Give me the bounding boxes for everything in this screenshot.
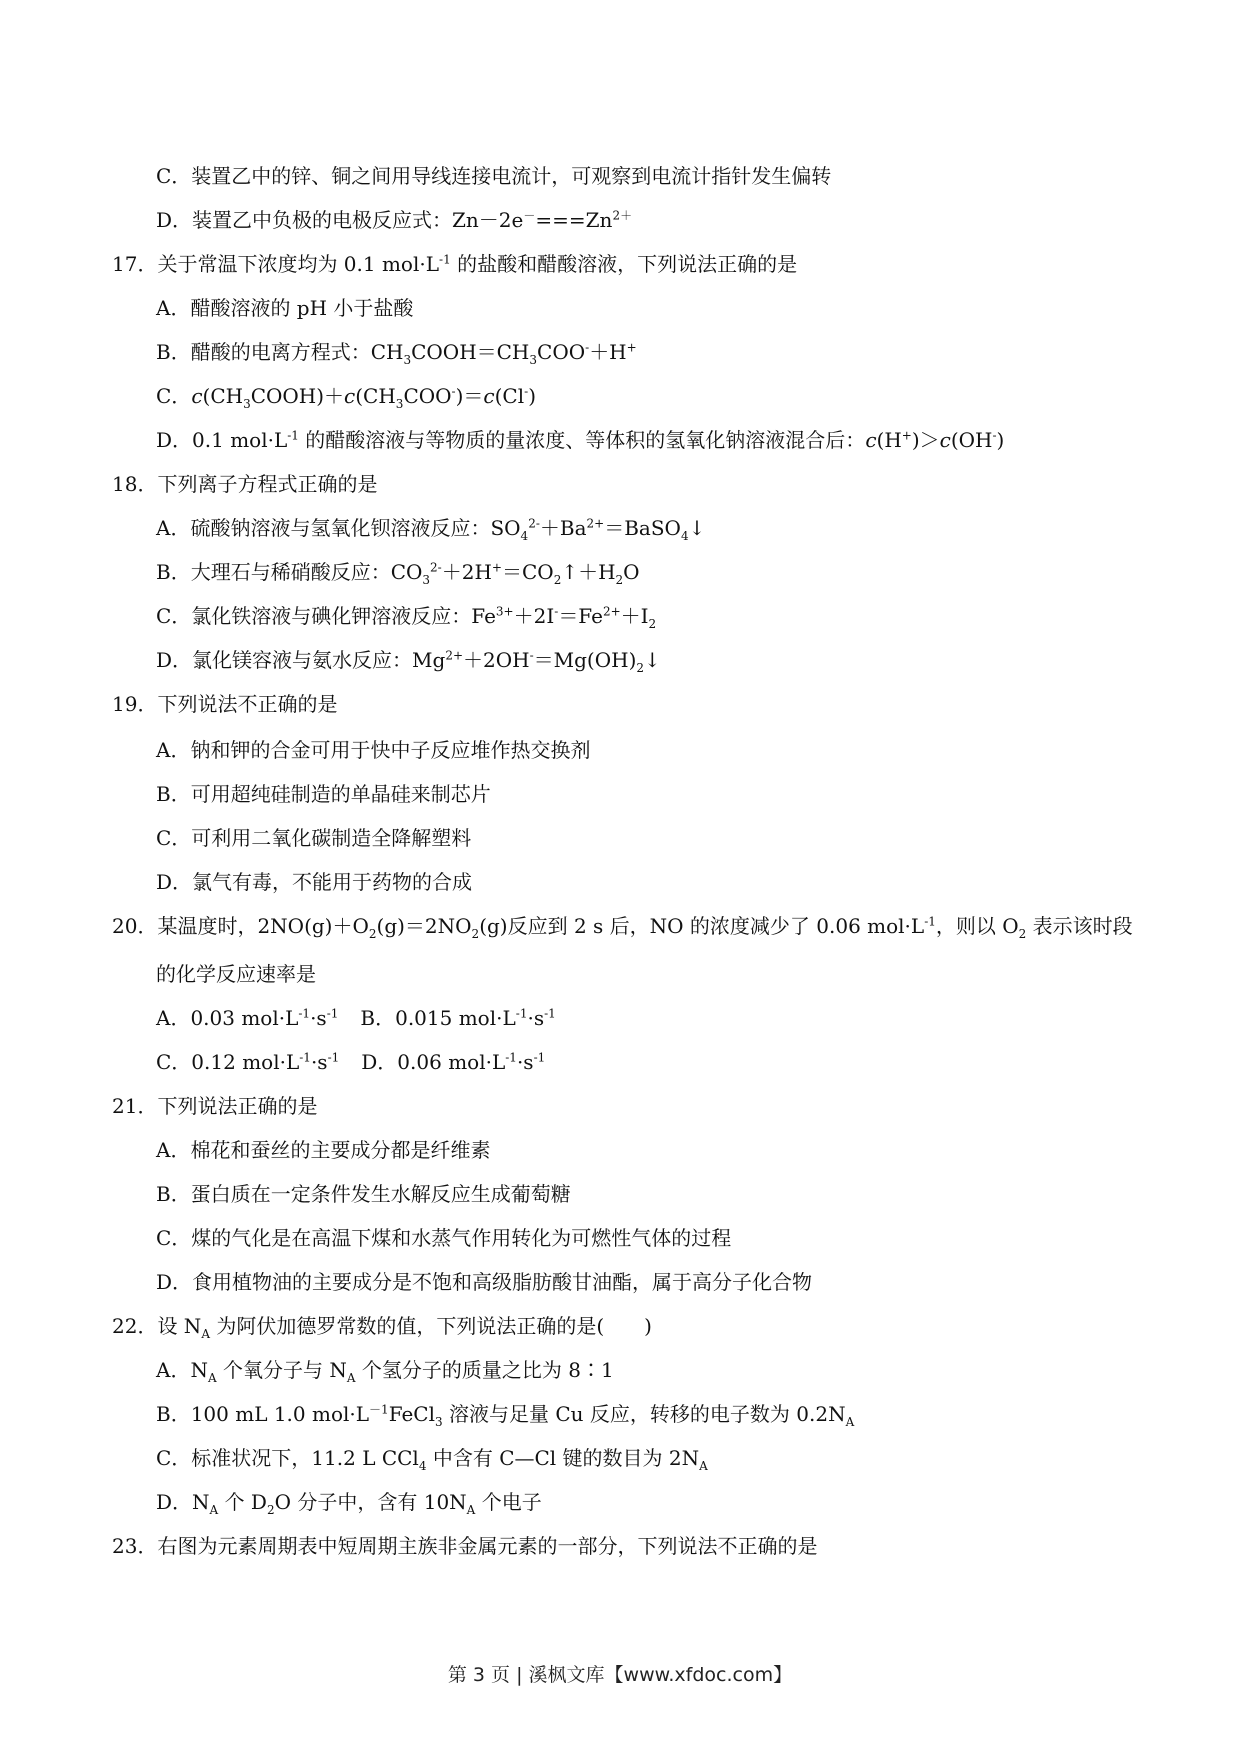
- q17-option-b: B．醋酸的电离方程式：$CH_3COOH=CH_3COO^-+H^+$: [156, 340, 637, 367]
- q20-stem: 20．某温度时，$2NO(g)+O_2(g)=2NO_2(g)$反应到 2 s 后，NO 的浓度减少了 0.06 $mol\cdot L^{-1}$，则以 $O_2$ 表示该时段: [112, 914, 1133, 941]
- q17-option-d: D．0.1 $mol\cdot L^{-1}$ 的醋酸溶液与等物质的量浓度、等体积的氢氧化钠溶液混合后：c(H+)＞c(OH-): [156, 428, 1005, 452]
- q17-stem: 17．关于常温下浓度均为 0.1 $mol\cdot L^{-1}$ 的盐酸和醋酸溶液，下列说法正确的是: [112, 252, 798, 276]
- q22-option-b: B．100 mL 1.0 $mol\cdot L^{-1}FeCl_3$ 溶液与足量 Cu 反应，转移的电子数为 $0.2N_A$: [156, 1402, 855, 1429]
- q18-option-c: C．氯化铁溶液与碘化钾溶液反应：$Fe^{3+}+2I^-=Fe^{2+}+I_2$: [156, 604, 657, 631]
- q18-option-b: B．大理石与稀硝酸反应：$CO_3^{2-}+2H^+=CO_2↑+H_2O$: [156, 560, 640, 587]
- q20-options-cd: [156, 1048, 545, 1076]
- q21-option-b: B．蛋白质在一定条件发生水解反应生成葡萄糖: [156, 1182, 571, 1206]
- q23-stem: 23．右图为元素周期表中短周期主族非金属元素的一部分，下列说法不正确的是: [112, 1534, 818, 1558]
- q19-option-c: C．可利用二氧化碳制造全降解塑料: [156, 826, 472, 850]
- q21-option-d: D．食用植物油的主要成分是不饱和高级脂肪酸甘油酯，属于高分子化合物: [156, 1270, 813, 1294]
- q20-option-c: C．0.12 $mol\cdot L^{-1}\cdot s^{-1}$: [156, 1050, 340, 1074]
- q18-stem: 18．下列离子方程式正确的是: [112, 472, 378, 496]
- q22-option-d: D．$N_A$ 个 $D_2O$ 分子中，含有 $10N_A$ 个电子: [156, 1490, 542, 1517]
- q19-option-d: D．氯气有毒，不能用于药物的合成: [156, 870, 473, 894]
- q21-stem: 21．下列说法正确的是: [112, 1094, 318, 1118]
- q20-option-a: A．0.03 $mol\cdot L^{-1}\cdot s^{-1}$: [156, 1006, 339, 1030]
- q20-option-d: D．0.06 $mol\cdot L^{-1}\cdot s^{-1}$: [361, 1050, 546, 1074]
- q19-option-b: B．可用超纯硅制造的单晶硅来制芯片: [156, 782, 491, 806]
- q20-stem-continued: 的化学反应速率是: [156, 962, 316, 986]
- q21-option-a: A．棉花和蚕丝的主要成分都是纤维素: [156, 1138, 491, 1162]
- q17-option-c: C．$c(CH_3COOH)+c(CH_3COO^-)=c(Cl^-)$: [156, 384, 537, 411]
- q16-option-d: D．装置乙中负极的电极反应式：$Zn-2e^-===Zn^{2+}$: [156, 208, 633, 232]
- q22-option-a: A．$N_A$ 个氧分子与 $N_A$ 个氢分子的质量之比为 8∶1: [156, 1358, 614, 1385]
- q17-option-a: A．醋酸溶液的 pH 小于盐酸: [156, 296, 414, 320]
- q18-option-a: A．硫酸钠溶液与氢氧化钡溶液反应：$SO_4^{2-}+Ba^{2+}=BaSO_4↓$: [156, 516, 706, 543]
- q20-options-ab: [156, 1004, 556, 1032]
- page-footer: 第 3 页 | 溪枫文库【www.xfdoc.com】: [447, 1664, 793, 1686]
- q22-option-c: C．标准状况下，11.2 L CCl$_4$ 中含有 C—Cl 键的数目为 $2N_A$: [156, 1446, 708, 1473]
- q18-option-d: D．氯化镁容液与氨水反应：$Mg^{2+}+2OH^-=Mg(OH)_2↓$: [156, 648, 661, 675]
- q19-stem: 19．下列说法不正确的是: [112, 692, 338, 716]
- q20-option-b: B．0.015 $mol\cdot L^{-1}\cdot s^{-1}$: [360, 1006, 556, 1030]
- q21-option-c: C．煤的气化是在高温下煤和水蒸气作用转化为可燃性气体的过程: [156, 1226, 732, 1250]
- q19-option-a: A．钠和钾的合金可用于快中子反应堆作热交换剂: [156, 738, 591, 762]
- q16-option-c: C．装置乙中的锌、铜之间用导线连接电流计，可观察到电流计指针发生偏转: [156, 164, 832, 188]
- q22-stem: 22．设 $N_A$ 为阿伏加德罗常数的值，下列说法正确的是( ): [112, 1314, 652, 1341]
